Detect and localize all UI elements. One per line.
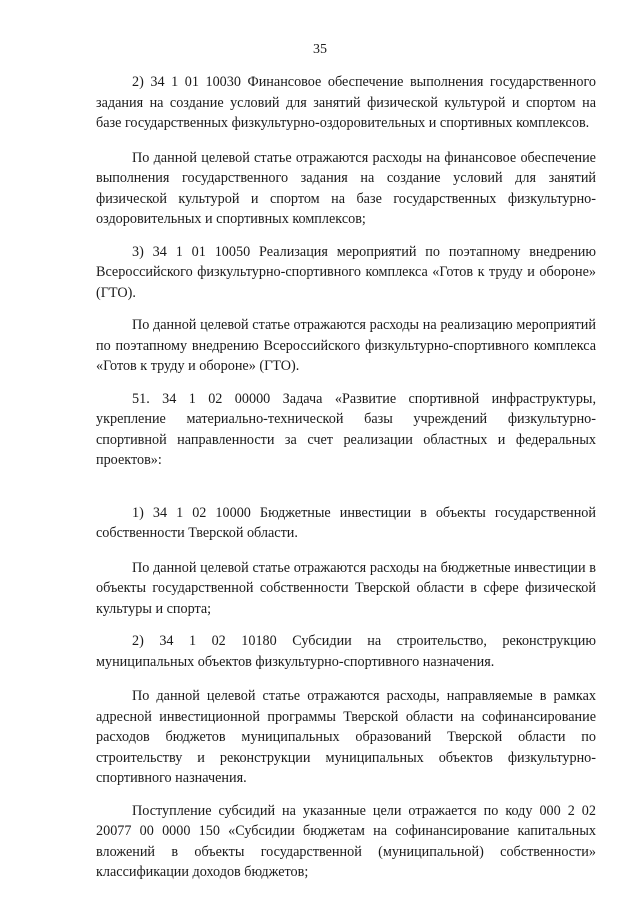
paragraph-item-3-gto: 3) 34 1 01 10050 Реализация мероприятий по поэтапному внедрению Всероссийского физкультурно-спортивного комплекса «Готов к труду и обороне» (ГТО). <box>96 243 596 301</box>
paragraph-gto-expenses-note: По данной целевой статье отражаются расходы на реализацию мероприятий по поэтапному внедрению Всероссийского физкультурно-спортивного комплекса «Готов к труду и обороне» (ГТО). <box>96 317 596 374</box>
paragraph-subsidies-income-code: Поступление субсидий на указанные цели отражается по коду 000 2 02 20077 00 0000 150 «Субсидии бюджетам на софинансирование капитальных вложений в объекты государственной (муниципальной) собственности» классификации доходов бюджетов; <box>96 802 596 880</box>
paragraph-task-51: 51. 34 1 02 00000 Задача «Развитие спортивной инфраструктуры, укрепление материально-технической базы учреждений физкультурно-спортивной направленности за счет реализации областных и федеральных проектов»: <box>96 390 596 468</box>
paragraph-investments-note: По данной целевой статье отражаются расходы на бюджетные инвестиции в объекты государственной собственности Тверской области в сфере физической культуры и спорта; <box>96 559 596 617</box>
document-body <box>96 72 596 883</box>
paragraph-expenses-note: По данной целевой статье отражаются расходы на финансовое обеспечение выполнения государственного задания на создание условий для занятий физической культурой и спортом на базе государственных физкультурно-оздоровительных и спортивных комплексов; <box>96 149 596 227</box>
paragraph-item-1-investments: 1) 34 1 02 10000 Бюджетные инвестиции в объекты государственной собственности Тверской области. <box>96 504 596 541</box>
paragraph-subsidies-note: По данной целевой статье отражаются расходы, направляемые в рамках адресной инвестиционной программы Тверской области на софинансирование расходов бюджетов муниципальных образований Тверской области по строительству и реконструкции муниципальных объектов физкультурно-спортивного назначения. <box>96 688 596 786</box>
page-number: 35 <box>313 42 327 57</box>
paragraph-item-2-subsidies: 2) 34 1 02 10180 Субсидии на строительство, реконструкцию муниципальных объектов физкультурно-спортивного назначения. <box>96 633 596 670</box>
paragraph-item-2-financial-support: 2) 34 1 01 10030 Финансовое обеспечение выполнения государственного задания на создание условий для занятий физической культурой и спортом на базе государственных физкультурно-оздоровительных и спортивных комплексов. <box>96 74 596 131</box>
